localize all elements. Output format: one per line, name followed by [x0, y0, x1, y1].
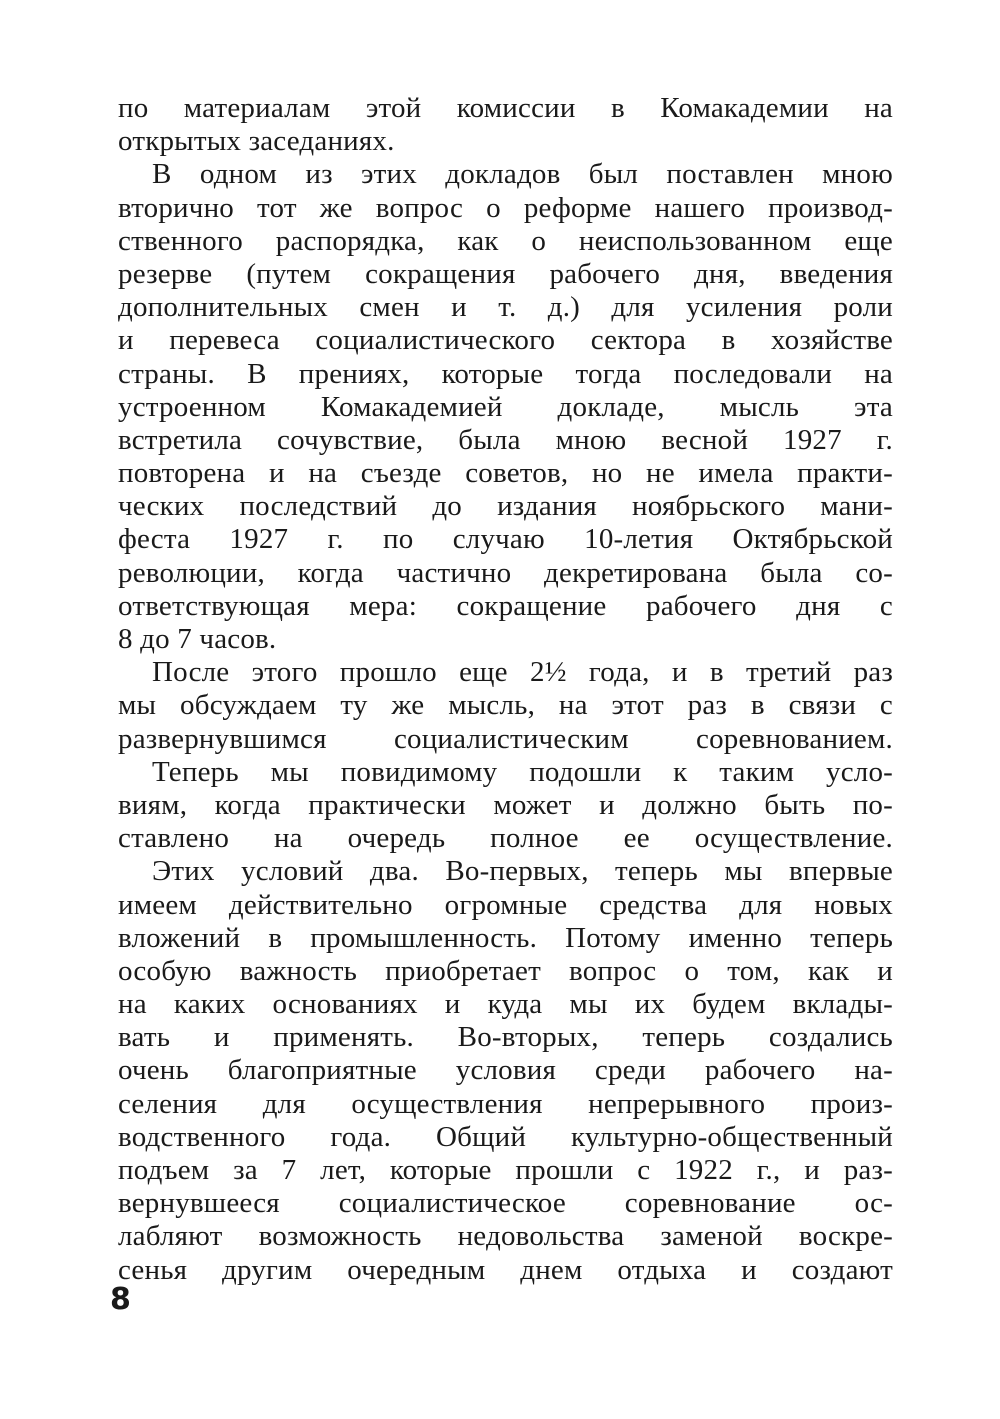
text-line: лабляют возможность недовольства заменой воскре- [118, 1220, 893, 1253]
text-line: и перевеса социалистического сектора в хозяйстве [118, 324, 893, 357]
text-line: на каких основаниях и куда мы их будем вклады- [118, 988, 893, 1021]
text-line: имеем действительно огромные средства для новых [118, 888, 893, 921]
text-line: подъем за 7 лет, которые прошли с 1922 г., и раз- [118, 1154, 893, 1186]
text-line: ставлено на очередь полное ее осуществление. [118, 822, 893, 855]
text-line: развернувшимся социалистическим соревнованием. [118, 722, 893, 755]
text-line: ческих последствий до издания ноябрьского мани- [118, 490, 893, 523]
text-line: вать и применять. Во-вторых, теперь создались [118, 1021, 893, 1054]
text-line: по материалам этой комиссии в Комакадемии на [118, 92, 893, 124]
text-line: вторично тот же вопрос о реформе нашего производ- [118, 191, 893, 224]
text-line: дополнительных смен и т. д.) для усиления роли [118, 291, 893, 324]
text-line: виям, когда практически может и должно быть по- [118, 788, 893, 821]
paragraph-first-line: Теперь мы повидимому подошли к таким усло- [152, 755, 893, 788]
text-line: открытых заседаниях. [118, 125, 395, 158]
text-line: феста 1927 г. по случаю 10-летия Октябрьской [118, 523, 893, 556]
text-line: страны. В прениях, которые тогда последовали на [118, 357, 893, 390]
text-line: устроенном Комакадемией докладе, мысль эта [118, 390, 893, 423]
text-line: вернувшееся социалистическое соревнование ос- [118, 1187, 893, 1220]
text-line: вложений в промышленность. Потому именно теперь [118, 921, 893, 954]
text-line: селения для осуществления непрерывного произ- [118, 1087, 893, 1120]
text-line: ответствующая мера: сокращение рабочего дня с [118, 589, 893, 622]
paragraph-first-line: В одном из этих докладов был поставлен мною [152, 158, 893, 191]
text-line: встретила сочувствие, была мною весной 1927 г. [118, 423, 893, 456]
body-text [118, 92, 893, 1287]
paragraph-first-line: Этих условий два. Во-первых, теперь мы впервые [152, 855, 893, 888]
text-line: повторена и на съезде советов, но не имела практи- [118, 457, 893, 490]
paragraph-first-line: После этого прошло еще 2½ года, и в третий раз [152, 656, 893, 689]
text-line: резерве (путем сокращения рабочего дня, введения [118, 257, 893, 290]
text-line: ственного распорядка, как о неиспользованном еще [118, 224, 893, 257]
text-line: очень благоприятные условия среди рабочего на- [118, 1054, 893, 1087]
text-line: особую важность приобретает вопрос о том, как и [118, 954, 893, 987]
text-line: водственного года. Общий культурно-общественный [118, 1120, 893, 1153]
text-line: революции, когда частично декретирована была со- [118, 556, 893, 589]
text-line: 8 до 7 часов. [118, 623, 277, 655]
text-line: сенья другим очередным днем отдыха и создают [118, 1253, 893, 1286]
page-number: 8 [110, 1282, 131, 1317]
text-line: мы обсуждаем ту же мысль, на этот раз в связи с [118, 689, 893, 722]
